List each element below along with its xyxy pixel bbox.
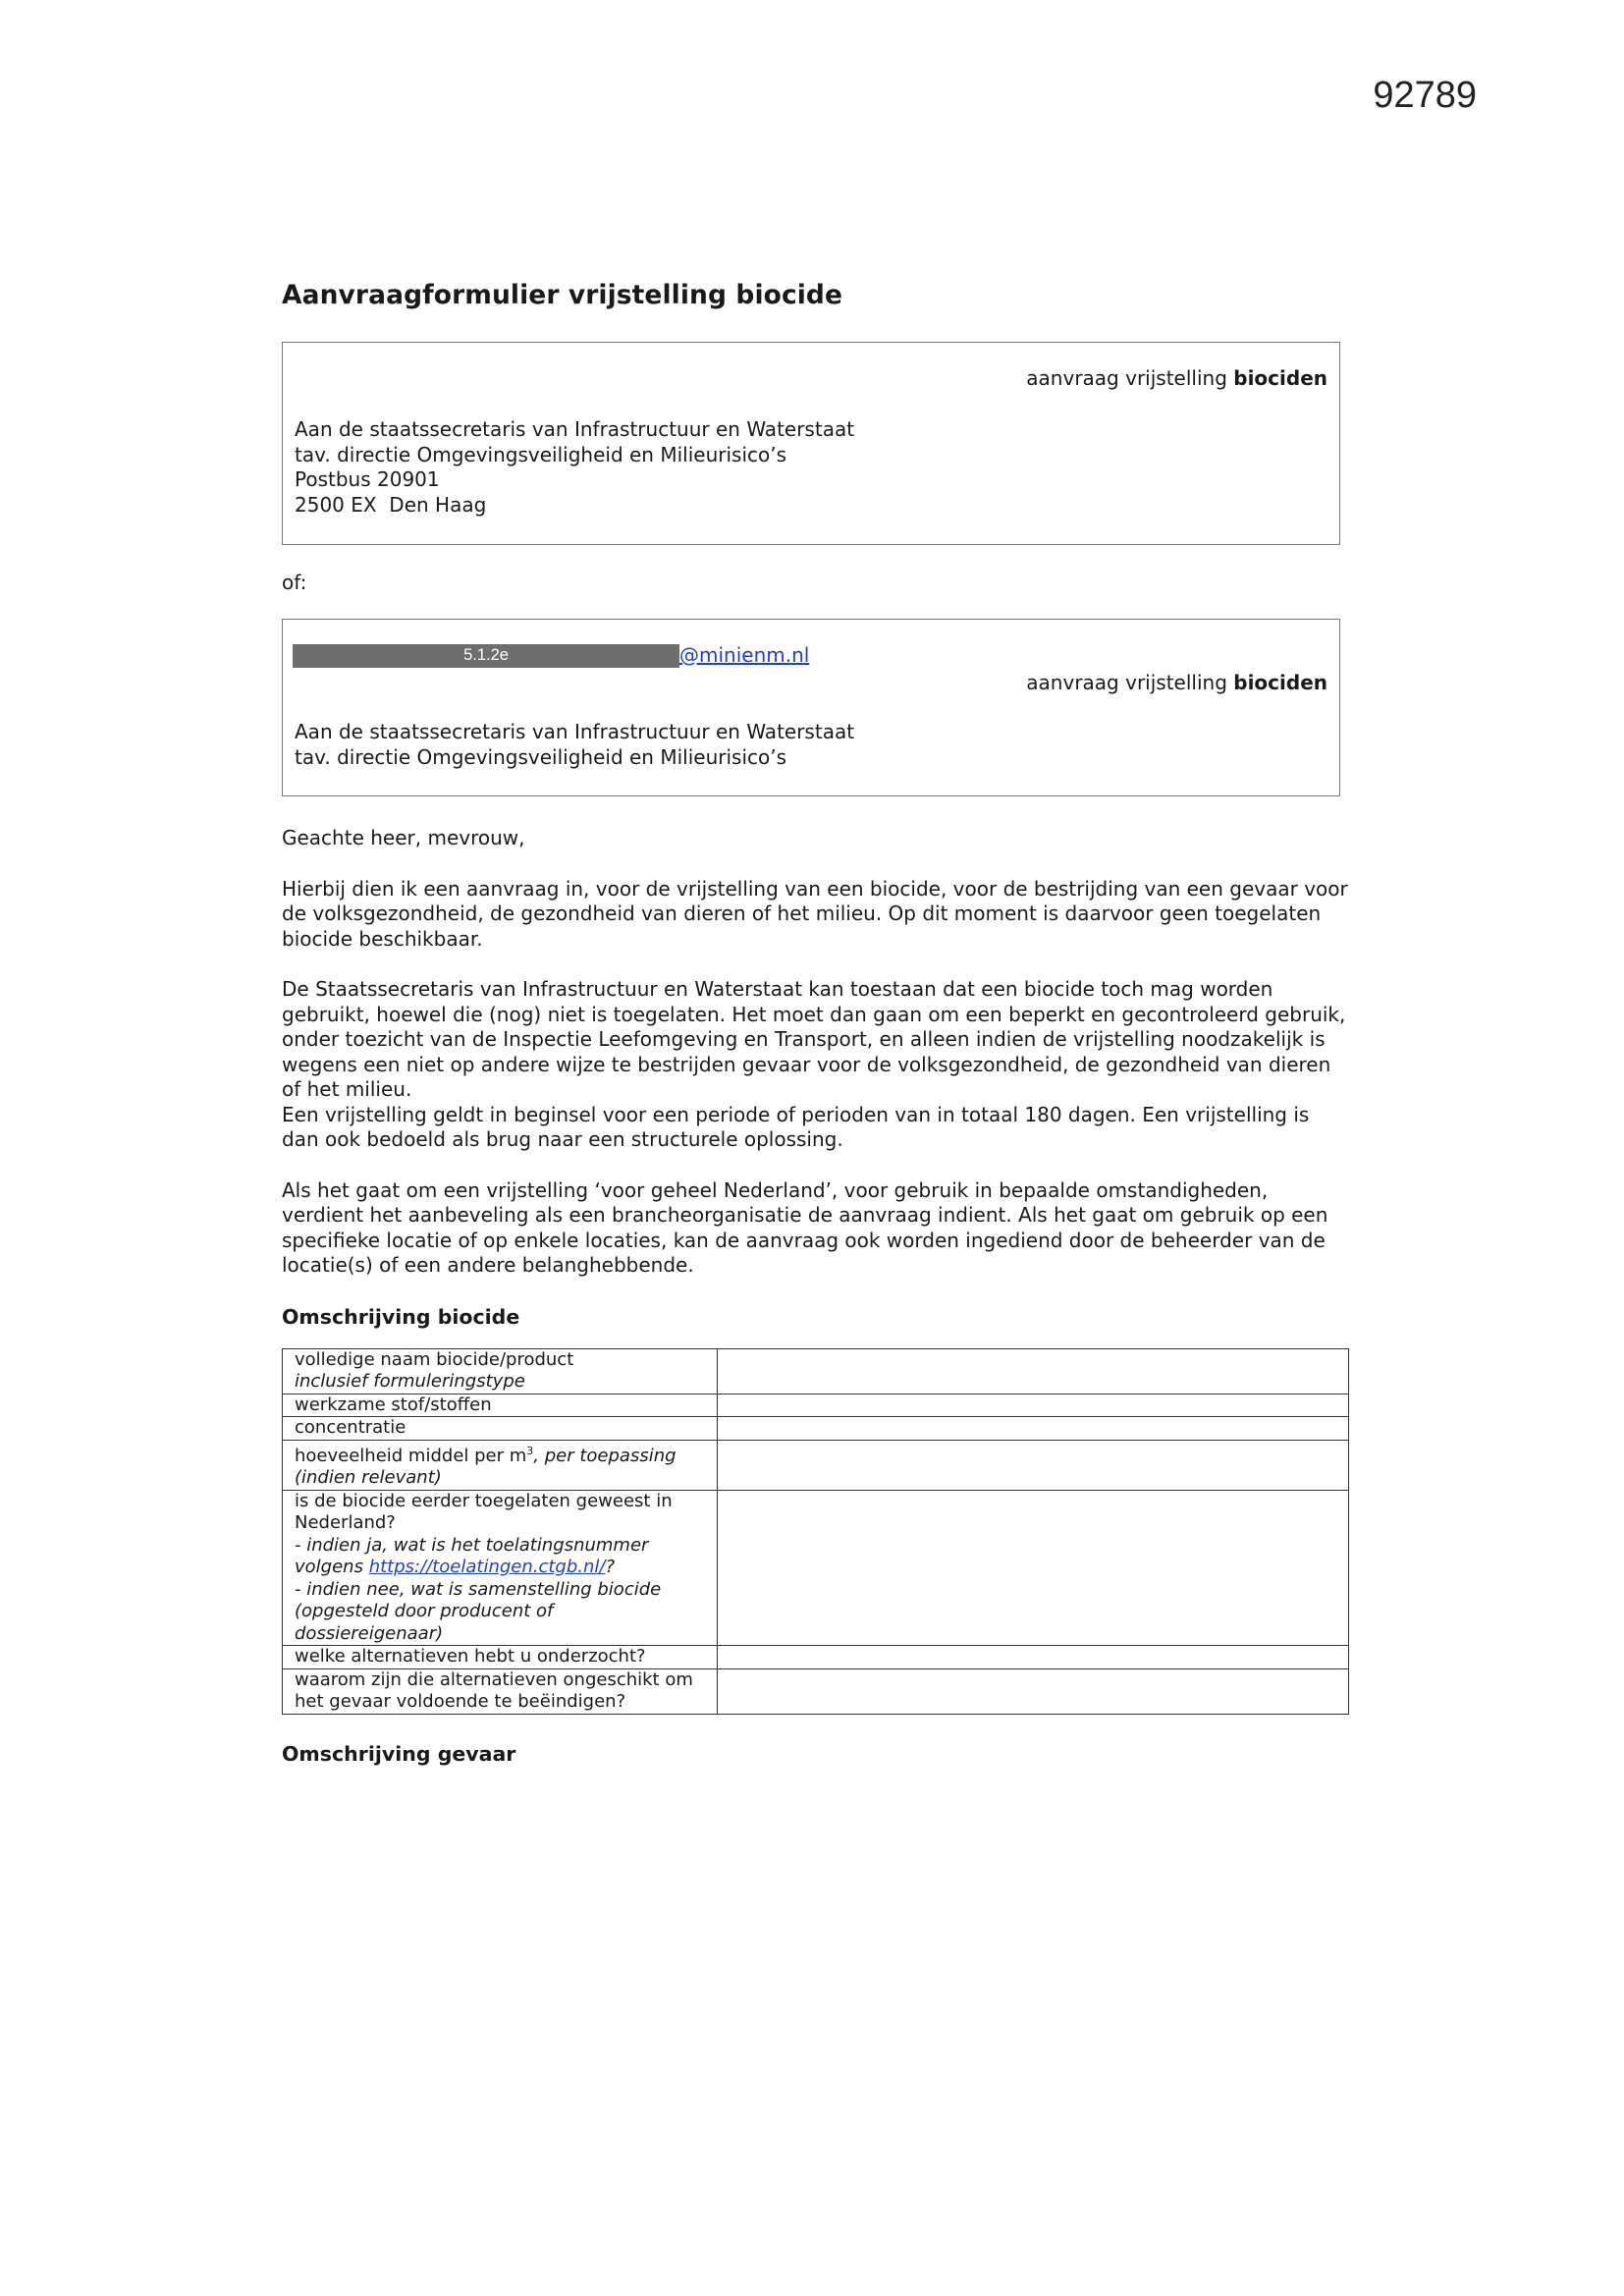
- field-label: welke alternatieven hebt u onderzocht?: [283, 1646, 718, 1669]
- field-label-hint: inclusief formuleringstype: [295, 1371, 525, 1392]
- field-label: [283, 1490, 718, 1646]
- or-label: of:: [282, 571, 307, 594]
- email-link[interactable]: @minienm.nl: [679, 643, 810, 668]
- field-label-text: volledige naam biocide/product: [295, 1348, 574, 1370]
- subject-tag-prefix: aanvraag vrijstelling: [1026, 366, 1234, 390]
- paragraph-applicant: Als het gaat om een vrijstelling ‘voor geheel Nederland’, voor gebruik in bepaalde omstandigheden, verdient het aanbeveling als een brancheorganisatie de aanvraag indient. Als het gaat om gebruik op een specifieke locatie of op enkele locaties, kan de aanvraag ook worden ingediend door de beheerder van de locatie(s) of een andere belanghebbende.: [282, 1177, 1328, 1277]
- field-label-text: [295, 1441, 705, 1468]
- field-label: waarom zijn die alternatieven ongeschikt om het gevaar voldoende te beëindigen?: [283, 1668, 718, 1714]
- biocide-form-table: [282, 1348, 1349, 1715]
- table-row: [283, 1440, 1349, 1490]
- table-row: [283, 1417, 1349, 1441]
- field-input-active-substance[interactable]: [718, 1394, 1349, 1417]
- address-box-email: [282, 619, 1340, 796]
- section-heading-hazard: Omschrijving gevaar: [282, 1741, 516, 1766]
- field-input-alternatives-unsuitable[interactable]: [718, 1668, 1349, 1714]
- field-input-concentration[interactable]: [718, 1417, 1349, 1441]
- table-row: [283, 1490, 1349, 1646]
- redaction-bar: 5.1.2e: [293, 644, 679, 668]
- field-label: [283, 1440, 718, 1490]
- document-number: 92789: [1373, 75, 1477, 116]
- field-label-hint: (indien relevant): [295, 1467, 442, 1488]
- paragraph-conditions: De Staatssecretaris van Infrastructuur en Waterstaat kan toestaan dat een biocide toch mag worden gebruikt, hoewel die (nog) niet is toegelaten. Het moet dan gaan om een beperkt en gecontroleerd gebruik, onder toezicht van de Inspectie Leefomgeving en Transport, en alleen indien de vrijstelling noodzakelijk is wegens een niet op andere wijze te bestrijden gevaar voor de volksgezondheid, de gezondheid van dieren of het milieu.: [282, 977, 1346, 1101]
- address-line: Postbus 20901: [295, 467, 440, 491]
- address-line: 2500 EX Den Haag: [295, 492, 487, 517]
- field-label-part: - indien ja, wat is het toelatingsnummer volgens: [295, 1534, 649, 1577]
- subject-tag-bold: biociden: [1233, 671, 1327, 694]
- address-line: Aan de staatssecretaris van Infrastructuur en Waterstaat: [295, 417, 855, 441]
- email-recipient: [295, 720, 854, 770]
- address-line: Aan de staatssecretaris van Infrastructuur en Waterstaat: [295, 720, 855, 743]
- section-heading-biocide: Omschrijving biocide: [282, 1304, 520, 1329]
- field-input-previous-registration[interactable]: [718, 1490, 1349, 1646]
- subject-tag-bold: biociden: [1233, 366, 1327, 390]
- email-address: [293, 643, 809, 669]
- document-body: [282, 280, 1352, 1766]
- field-label-hint: [295, 1535, 705, 1579]
- postal-address: [295, 417, 854, 518]
- table-row: [283, 1348, 1349, 1394]
- address-line: tav. directie Omgevingsveiligheid en Milieurisico’s: [295, 442, 787, 466]
- address-box-post: [282, 342, 1340, 545]
- field-label-text: is de biocide eerder toegelaten geweest in Nederland?: [295, 1490, 673, 1533]
- subject-tag: [1026, 671, 1327, 696]
- table-row: [283, 1646, 1349, 1669]
- table-row: [283, 1668, 1349, 1714]
- greeting: Geachte heer, mevrouw,: [282, 826, 525, 849]
- field-input-quantity[interactable]: [718, 1440, 1349, 1490]
- page-title: Aanvraagformulier vrijstelling biocide: [282, 280, 843, 310]
- paragraph-intro: Hierbij dien ik een aanvraag in, voor de vrijstelling van een biocide, voor de bestrijding van een gevaar voor de volksgezondheid, de gezondheid van dieren of het milieu. Op dit moment is daarvoor geen toegelaten biocide beschikbaar.: [282, 876, 1348, 951]
- subject-tag-prefix: aanvraag vrijstelling: [1026, 671, 1234, 694]
- ctgb-link[interactable]: https://toelatingen.ctgb.nl/: [368, 1557, 606, 1577]
- field-input-alternatives[interactable]: [718, 1646, 1349, 1669]
- superscript: 3: [526, 1444, 534, 1457]
- field-input-product-name[interactable]: [718, 1348, 1349, 1394]
- field-label-part: ?: [605, 1557, 616, 1577]
- field-label-part: hoeveelheid middel per m: [295, 1445, 527, 1466]
- address-line: tav. directie Omgevingsveiligheid en Milieurisico’s: [295, 744, 787, 769]
- field-label: werkzame stof/stoffen: [283, 1394, 718, 1417]
- field-label: concentratie: [283, 1417, 718, 1441]
- field-label-hint: - indien nee, wat is samenstelling biocide (opgesteld door producent of dossiereigenaar): [295, 1578, 662, 1644]
- subject-tag: [1026, 366, 1327, 392]
- table-row: [283, 1394, 1349, 1417]
- field-label: [283, 1348, 718, 1394]
- field-label-part: , per toepassing: [533, 1445, 677, 1466]
- paragraph-duration: Een vrijstelling geldt in beginsel voor een periode of perioden van in totaal 180 dagen. Een vrijstelling is dan ook bedoeld als brug naar een structurele oplossing.: [282, 1102, 1310, 1151]
